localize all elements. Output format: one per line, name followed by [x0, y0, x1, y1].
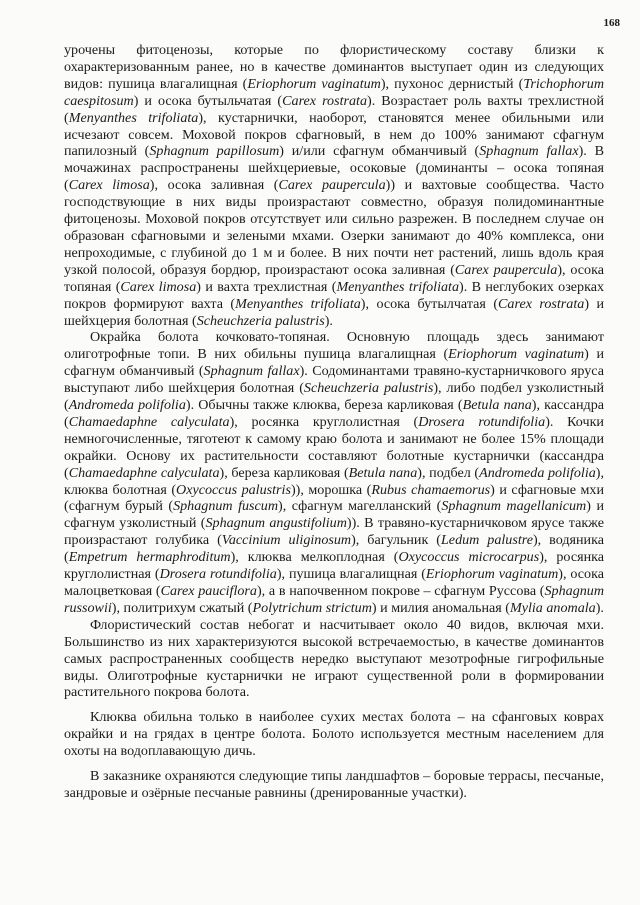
paragraph: урочены фитоценозы, которые по флористическому составу близки к охарактеризованным ранее, но в качестве доминантов выступает один из следующих видов: пушица влагалищная (Eriophorum vaginatum), пухонос дернистый (Trichophorum caespitosum) и осока бутыльчатая (Carex rostrata). Возрастает роль вахты трехлистной (Menyanthes trifoliata), кустарнички, наоборот, становятся менее обильными или исчезают совсем. Моховой покров сфагновый, в нем до 100% занимают сфагнум папилозный (Sphagnum papillosum) и/или сфагнум обманчивый (Sphagnum fallax). В мочажинах распространены шейхцериевые, осоковые (доминанты – осока топяная (Carex limosa), осока заливная (Carex paupercula)) и вахтовые сообщества. Часто господствующие в них виды произрастают совместно, образуя полидоминантные фитоценозы. Моховой покров отсутствует или сильно разрежен. В последнем случае он образован сфагновыми и зелеными мхами. Озерки занимают до 40% комплекса, они непроходимые, с глубиной до 1 м и более. В них почти нет растений, лишь вдоль края узкой полосой, образуя бордюр, произрастают осока заливная (Carex paupercula), осока топяная (Carex limosa) и вахта трехлистная (Menyanthes trifoliata). В неглубоких озерках покров формируют вахта (Menyanthes trifoliata), осока бутылчатая (Carex rostrata) и шейхцерия болотная (Scheuchzeria palustris).: [64, 42, 605, 329]
paragraph: Окрайка болота кочковато-топяная. Основную площадь здесь занимают олиготрофные топи. В них обильны пушица влагалищная (Eriophorum vaginatum) и сфагнум обманчивый (Sphagnum fallax). Содоминантами травяно-кустарничкового яруса выступают либо шейхцерия болотная (Scheuchzeria palustris), либо подбел узколистный (Andromeda polifolia). Обычны также клюква, береза карликовая (Betula nana), кассандра (Chamaedaphne calyculata), росянка круглолистная (Drosera rotundifolia). Кочки немногочисленные, тяготеют к самому краю болота и занимают не более 15% площади окрайки. Основу их растительности составляют болотные кустарнички (кассандра (Chamaedaphne calyculata), береза карликовая (Betula nana), подбел (Andromeda polifolia), клюква болотная (Oxycoccus palustris)), морошка (Rubus chamaemorus) и сфагновые мхи (сфагнум бурый (Sphagnum fuscum), сфагнум магелланский (Sphagnum magellanicum) и сфагнум узколистный (Sphagnum angustifolium)). В травяно-кустарничковом ярусе также произрастают голубика (Vaccinium uliginosum), багульник (Ledum palustre), водяника (Empetrum hermaphroditum), клюква мелкоплодная (Oxycoccus microcarpus), росянка круглолистная (Drosera rotundifolia), пушица влагалищная (Eriophorum vaginatum), осока малоцветковая (Carex pauciflora), а в напочвенном покрове – сфагнум Руссова (Sphagnum russowii), политрихум сжатый (Polytrichum strictum) и милия аномальная (Mylia anomala).: [64, 329, 605, 616]
document-body: [64, 42, 604, 802]
paragraph: В заказнике охраняются следующие типы ландшафтов – боровые террасы, песчаные, зандровые и озёрные песчаные равнины (дренированные участки).: [64, 768, 604, 801]
paragraph: Клюква обильна только в наиболее сухих местах болота – на сфанговых коврах окрайки и на грядах в центре болота. Болото используется местным населением для охоты на водоплавающую дичь.: [64, 709, 604, 760]
page-number: 168: [603, 17, 620, 29]
paragraph: Флористический состав небогат и насчитывает около 40 видов, включая мхи. Большинство из них характеризуются высокой встречаемостью, в качестве доминантов самых распространенных сообществ нередко выступают мезотрофные гигрофильные виды. Олиготрофные кустарнички не играют существенной роли в формировании растительного покрова болота.: [64, 616, 604, 701]
